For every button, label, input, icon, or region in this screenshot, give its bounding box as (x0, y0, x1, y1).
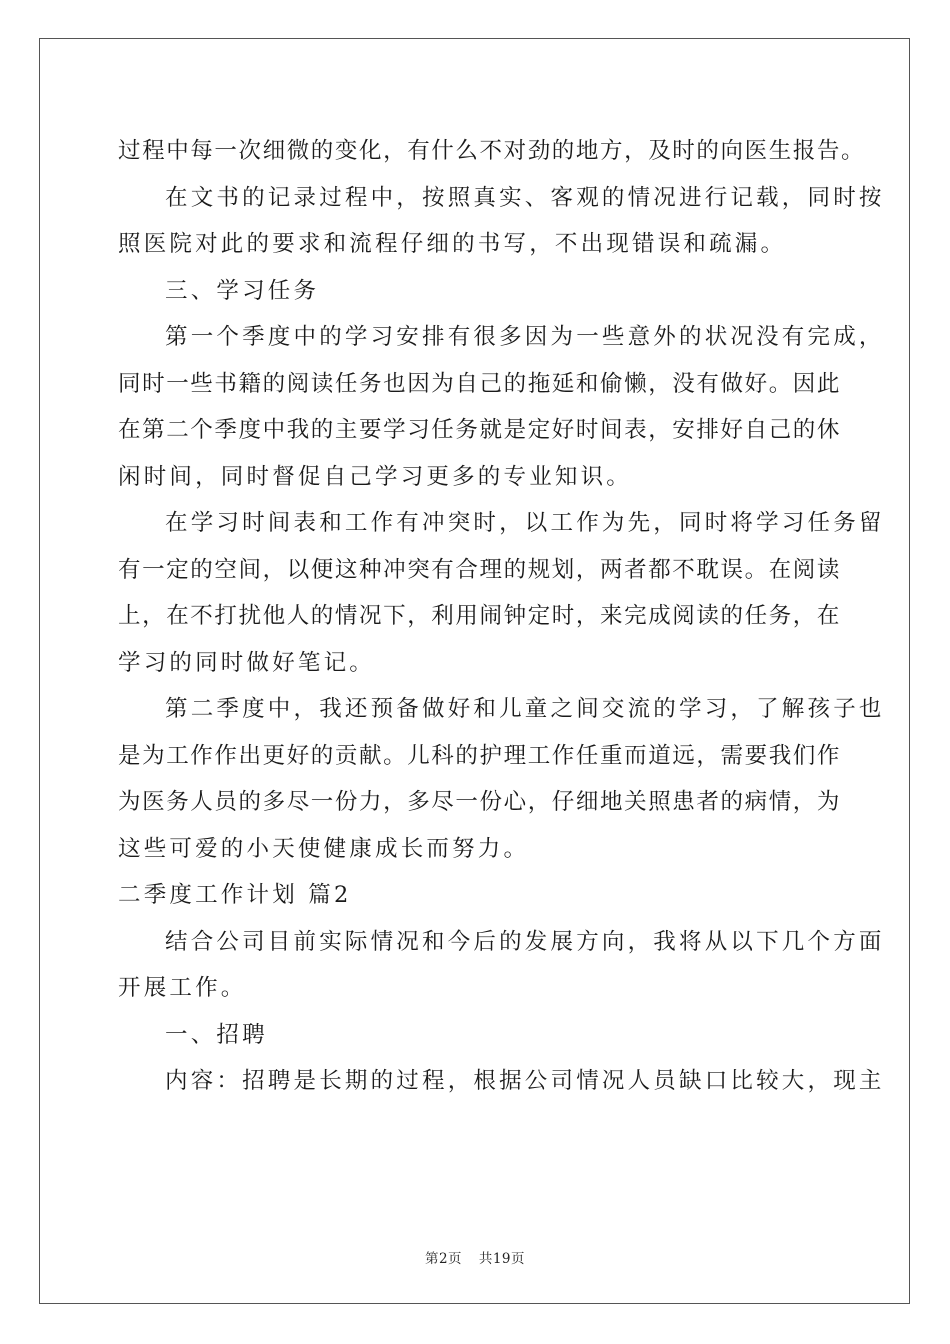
text-line: 在第二个季度中我的主要学习任务就是定好时间表，安排好自己的休 (118, 417, 842, 443)
text-line: 结合公司目前实际情况和今后的发展方向，我将从以下几个方面 (165, 928, 885, 955)
page-number-total: 共19页 (478, 1251, 526, 1267)
text-line: 这些可爱的小天使健康成长而努力。 (118, 835, 530, 862)
page-footer (0, 1247, 950, 1267)
article-title: 二季度工作计划 篇2 (118, 882, 352, 908)
text-line: 同时一些书籍的阅读任务也因为自己的拖延和偷懒，没有做好。因此 (118, 370, 842, 397)
document-body (118, 128, 885, 1105)
text-line: 在学习时间表和工作有冲突时，以工作为先，同时将学习任务留 (165, 510, 885, 536)
text-line: 上，在不打扰他人的情况下，利用闹钟定时，来完成阅读的任务，在 (118, 603, 842, 629)
text-line: 照医院对此的要求和流程仔细的书写，不出现错误和疏漏。 (118, 231, 787, 257)
text-line: 在文书的记录过程中，按照真实、客观的情况进行记载，同时按 (165, 184, 885, 211)
text-line: 为医务人员的多尽一份力，多尽一份心，仔细地关照患者的病情，为 (118, 789, 842, 815)
text-line: 过程中每一次细微的变化，有什么不对劲的地方，及时的向医生报告。 (118, 138, 866, 164)
text-line: 有一定的空间，以便这种冲突有合理的规划，两者都不耽误。在阅读 (118, 556, 842, 583)
text-line: 第一个季度中的学习安排有很多因为一些意外的状况没有完成， (165, 324, 885, 350)
section-heading: 三、学习任务 (165, 277, 320, 304)
text-line: 内容：招聘是长期的过程，根据公司情况人员缺口比较大，现主 (165, 1068, 885, 1094)
text-line: 第二季度中，我还预备做好和儿童之间交流的学习，了解孩子也 (165, 696, 885, 722)
page-number-current: 第2页 (424, 1251, 463, 1267)
text-line: 闲时间，同时督促自己学习更多的专业知识。 (118, 463, 633, 490)
text-line: 开展工作。 (118, 975, 247, 1001)
section-heading: 一、招聘 (165, 1021, 268, 1048)
text-line: 是为工作作出更好的贡献。儿科的护理工作任重而道远，需要我们作 (118, 742, 842, 769)
text-line: 学习的同时做好笔记。 (118, 649, 376, 676)
